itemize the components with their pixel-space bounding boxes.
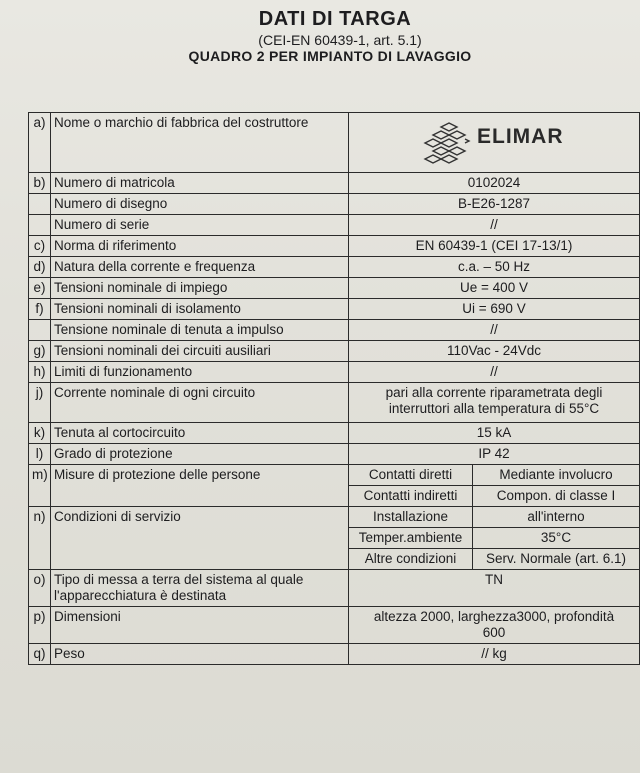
row-label: Nome o marchio di fabbrica del costruttore <box>51 113 349 173</box>
row-label: Numero di matricola <box>51 173 349 194</box>
page-title: DATI DI TARGA <box>258 8 412 30</box>
sub-value: all'interno <box>473 507 640 528</box>
row-q <box>29 644 640 665</box>
row-value: TN <box>349 570 640 607</box>
row-label: Tensioni nominale di impiego <box>51 278 349 299</box>
row-label: Dimensioni <box>51 607 349 644</box>
sub-value: Mediante involucro <box>473 465 640 486</box>
row-letter: e) <box>29 278 51 299</box>
row-letter: m) <box>29 465 51 507</box>
row-h <box>29 362 640 383</box>
row-label: Misure di protezione delle persone <box>51 465 349 507</box>
row-letter <box>29 215 51 236</box>
row-f2 <box>29 320 640 341</box>
row-letter: b) <box>29 173 51 194</box>
row-value: 110Vac - 24Vdc <box>349 341 640 362</box>
row-a <box>29 113 640 173</box>
row-label-line: Tipo di messa a terra del sistema al quale <box>54 572 304 587</box>
row-label: Natura della corrente e frequenza <box>51 257 349 278</box>
row-letter: n) <box>29 507 51 570</box>
row-value-line: pari alla corrente riparametrata degli <box>385 385 603 400</box>
row-letter: q) <box>29 644 51 665</box>
row-value: Ui = 690 V <box>349 299 640 320</box>
row-label: Tensioni nominali dei circuiti ausiliari <box>51 341 349 362</box>
rating-plate-table <box>28 112 640 665</box>
row-e <box>29 278 640 299</box>
row-label: Tensioni nominali di isolamento <box>51 299 349 320</box>
sub-value: Compon. di classe I <box>473 486 640 507</box>
row-c <box>29 236 640 257</box>
row-label: Condizioni di servizio <box>51 507 349 570</box>
sub-label: Temper.ambiente <box>349 528 473 549</box>
standard-reference: (CEI-EN 60439-1, art. 5.1) <box>258 32 422 48</box>
row-k <box>29 423 640 444</box>
row-letter: c) <box>29 236 51 257</box>
row-value: Ue = 400 V <box>349 278 640 299</box>
row-m <box>29 465 640 486</box>
row-value: EN 60439-1 (CEI 17-13/1) <box>349 236 640 257</box>
row-g <box>29 341 640 362</box>
row-letter <box>29 320 51 341</box>
row-d <box>29 257 640 278</box>
row-value-line: interruttori alla temperatura di 55°C <box>388 401 600 416</box>
row-value-line: 600 <box>482 625 506 640</box>
row-value: 15 kA <box>349 423 640 444</box>
row-b3 <box>29 215 640 236</box>
sub-value: 35°C <box>473 528 640 549</box>
row-letter: j) <box>29 383 51 423</box>
row-b <box>29 173 640 194</box>
row-value: // kg <box>349 644 640 665</box>
sub-label: Altre condizioni <box>349 549 473 570</box>
row-letter <box>29 194 51 215</box>
row-value <box>349 607 640 644</box>
row-letter: o) <box>29 570 51 607</box>
row-letter: d) <box>29 257 51 278</box>
row-value: 0102024 <box>349 173 640 194</box>
row-label: Grado di protezione <box>51 444 349 465</box>
row-value <box>349 383 640 423</box>
row-label <box>51 570 349 607</box>
row-letter: a) <box>29 113 51 173</box>
row-p <box>29 607 640 644</box>
row-letter: h) <box>29 362 51 383</box>
row-l <box>29 444 640 465</box>
row-label: Tenuta al cortocircuito <box>51 423 349 444</box>
row-value-line: altezza 2000, larghezza3000, profondità <box>373 609 615 624</box>
row-letter: f) <box>29 299 51 320</box>
row-letter: g) <box>29 341 51 362</box>
row-j <box>29 383 640 423</box>
row-label: Peso <box>51 644 349 665</box>
row-label: Limiti di funzionamento <box>51 362 349 383</box>
header <box>0 8 640 64</box>
row-value: c.a. – 50 Hz <box>349 257 640 278</box>
panel-description: QUADRO 2 PER IMPIANTO DI LAVAGGIO <box>188 48 472 64</box>
row-label: Tensione nominale di tenuta a impulso <box>51 320 349 341</box>
sub-label: Contatti diretti <box>349 465 473 486</box>
row-value: // <box>349 362 640 383</box>
sub-value: Serv. Normale (art. 6.1) <box>473 549 640 570</box>
row-letter: k) <box>29 423 51 444</box>
row-value: B-E26-1287 <box>349 194 640 215</box>
row-b2 <box>29 194 640 215</box>
row-label: Norma di riferimento <box>51 236 349 257</box>
row-o <box>29 570 640 607</box>
manufacturer-name: ELIMAR <box>477 125 564 148</box>
row-letter: p) <box>29 607 51 644</box>
row-value: IP 42 <box>349 444 640 465</box>
sub-label: Contatti indiretti <box>349 486 473 507</box>
manufacturer-logo <box>349 113 640 173</box>
sub-label: Installazione <box>349 507 473 528</box>
row-label-line: l'apparecchiatura è destinata <box>54 588 227 603</box>
row-f <box>29 299 640 320</box>
row-n <box>29 507 640 528</box>
row-label: Numero di disegno <box>51 194 349 215</box>
row-value: // <box>349 215 640 236</box>
row-letter: l) <box>29 444 51 465</box>
row-value: // <box>349 320 640 341</box>
row-label: Numero di serie <box>51 215 349 236</box>
cube-stack-logo-icon <box>421 121 471 165</box>
row-label: Corrente nominale di ogni circuito <box>51 383 349 423</box>
